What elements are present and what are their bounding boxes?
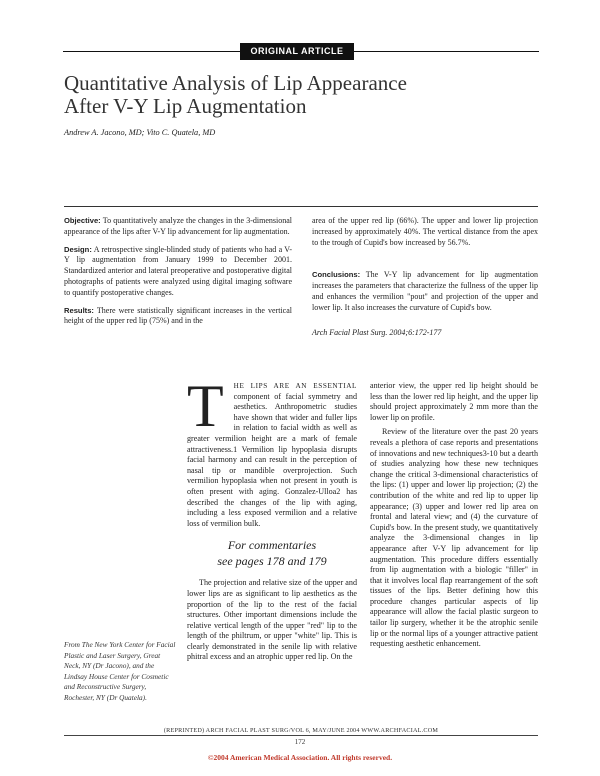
citation: Arch Facial Plast Surg. 2004;6:172-177 — [312, 327, 442, 337]
conclusions-text: The V-Y lip advancement for lip augmentation increases the parameters that characterize the fullness of the upper lip and enhances the vermilion "pout" and projection of the upper and lower lip. It also increases the curvature of Cupid's bow. — [312, 270, 538, 312]
title-line-2: After V-Y Lip Augmentation — [64, 94, 307, 118]
paragraph-3: anterior view, the upper red lip height should be less than the lower red lip height, and the upper lip should project approximately 2 mm more than the lower lip on profile. — [370, 381, 538, 422]
section-label: ORIGINAL ARTICLE — [240, 43, 354, 60]
results-label: Results: — [64, 305, 94, 315]
results-text: There were statistically significant increases in the vertical height of the upper red lip (75%) and in the — [64, 305, 292, 326]
abstract-top-rule — [64, 206, 538, 207]
abstract-column-1 — [64, 216, 292, 334]
commentary-callout[interactable] — [187, 537, 357, 569]
design-label: Design: — [64, 244, 92, 254]
drop-cap: T — [187, 373, 224, 439]
conclusions-label: Conclusions: — [312, 270, 361, 280]
results-continued: area of the upper red lip (66%). The upper and lower lip projection increased by approximately 40%. The vertical distance from the apex to the trough of Cupid's bow increased by 56.7%. — [312, 216, 538, 247]
journal-footer: (REPRINTED) ARCH FACIAL PLAST SURG/VOL 6, MAY/JUNE 2004 WWW.ARCHFACIAL.COM — [163, 727, 439, 734]
intro-text: component of facial symmetry and aesthetics. Anthropometric studies have shown that wider and fuller lips in relation to facial width as well as greater vermilion height are a mark of female attractiveness.1 Vermilion lip hypoplasia disrupts facial harmony and can result in the perception of nasal tip or mandible overprojection. Such vermilion hypoplasia when not present in youth is often present with aging. Gonzalez-Ulloa2 has described the changes of the lip with aging, including a less exposed vermilion and a relative loss of vermilion bulk. — [187, 391, 357, 528]
copyright-notice: ©2004 American Medical Association. All rights reserved. — [207, 753, 393, 762]
abstract-design — [64, 245, 292, 299]
abstract-conclusions — [312, 270, 538, 313]
intro-paragraph — [187, 373, 357, 529]
abstract-column-2 — [312, 216, 538, 345]
affiliation-note: From The New York Center for Facial Plastic and Laser Surgery, Great Neck, NY (Dr Jacono), and the Lindsay House Center for Cosmetic and Reconstructive Surgery, Rochester, NY (Dr Quatela). — [64, 640, 176, 702]
footer-rule — [64, 735, 538, 736]
body-column-2 — [370, 381, 538, 650]
design-text: A retrospective single-blinded study of patients who had a V-Y lip augmentation from January 1999 to December 2001. Standardized anterior and lateral preoperative and postoperative digital photographs of patients were analyzed using digital imaging software to quantify postoperative changes. — [64, 244, 292, 297]
abstract-results — [64, 306, 292, 328]
objective-text: To quantitatively analyze the changes in the 3-dimensional appearance of the lips after V-Y lip advancement for lip augmentation. — [64, 216, 292, 236]
intro-smallcaps: HE LIPS ARE AN ESSENTIAL — [233, 382, 357, 390]
article-title — [64, 72, 534, 118]
commentary-line-1: For commentaries — [227, 538, 317, 553]
commentary-line-2: see pages 178 and 179 — [217, 554, 327, 569]
abstract-objective — [64, 216, 292, 238]
authors: Andrew A. Jacono, MD; Vito C. Quatela, MD — [64, 128, 216, 137]
title-line-1: Quantitative Analysis of Lip Appearance — [64, 71, 407, 95]
body-column-1 — [187, 373, 357, 663]
paragraph-4: Review of the literature over the past 20 years reveals a plethora of case reports and presentations of innovations and new techniques3-10 but a dearth of studies analyzing how these new techniques change the critical 3-dimensional characteristics of the lips: (1) upper and lower lip projection; (2) the contribution of the white and red lip to upper lip appearance; (3) upper and lower red lip area on frontal and lateral view; and (4) the curvature of Cupid's bow. In the present study, we quantitatively analyze the 3-dimensional changes in lip appearance after V-Y lip advancement for lip augmentation. This procedure differs essentially from lip augmentation with a biologic "filler" in that it involves local flap rearrangement of the soft tissues of the lips. Better defining how this procedure changes particular aspects of lip appearance will allow the facial plastic surgeon to tailor lip surgery, whether it be the atrophic senile lip or the normal lips of a younger attractive patient requesting aesthetic enhancement. — [370, 427, 538, 649]
objective-label: Objective: — [64, 216, 101, 225]
page-number: 172 — [294, 738, 306, 746]
paragraph-2: The projection and relative size of the upper and lower lips are as significant to lip aesthetics as the proportion of the lip to the rest of the facial structures. Other important dimensions include the relative vertical length of the upper "red" lip to the length of the philtrum, or upper "white" lip. This is clearly demonstrated in the senile lip with relative phitral excess and an atrophic upper red lip. On the — [187, 578, 357, 662]
